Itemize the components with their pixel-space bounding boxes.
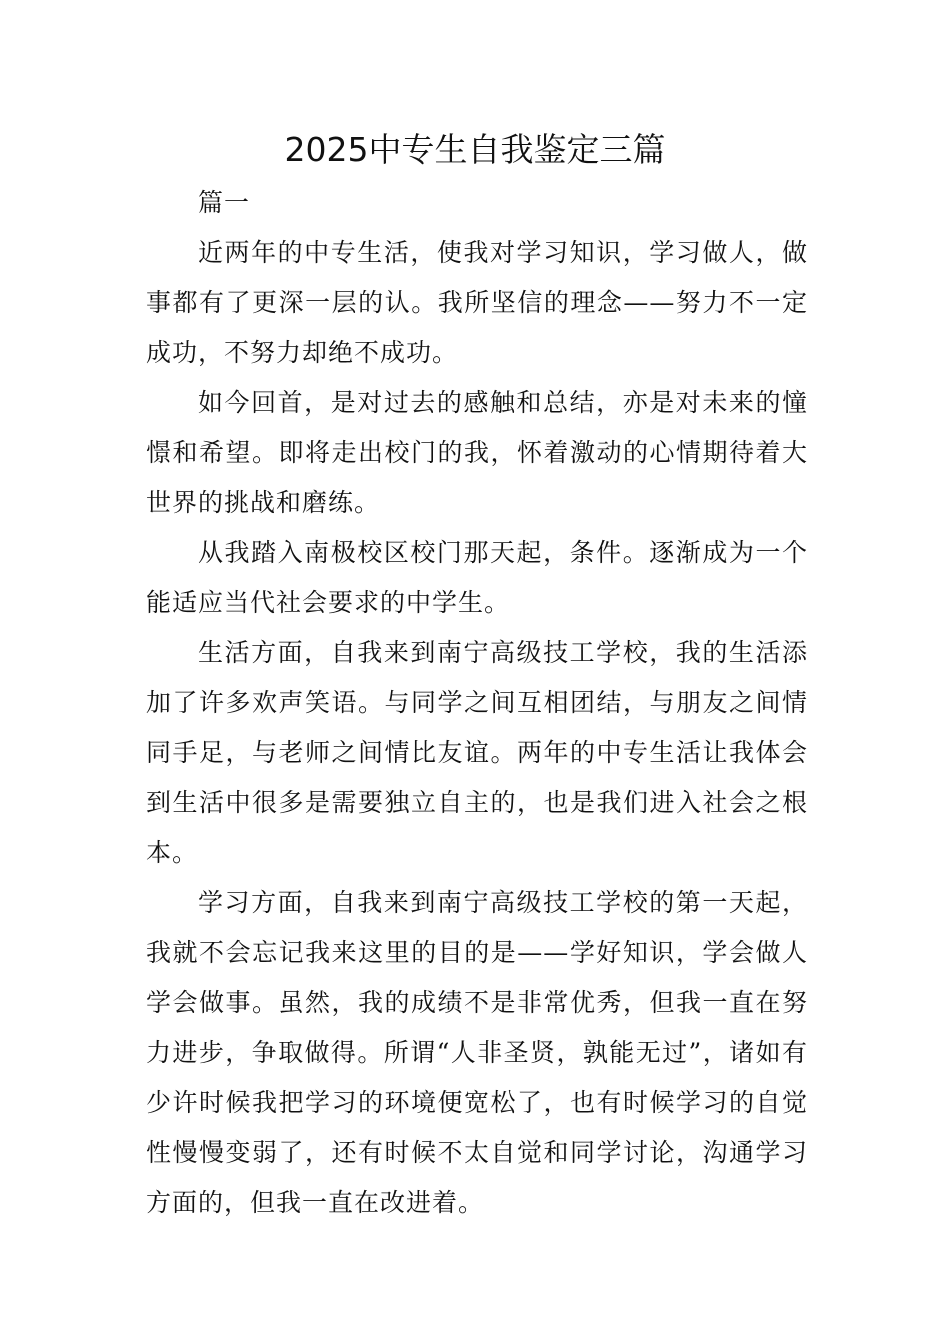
paragraph: 从我踏入南极校区校门那天起，条件。逐渐成为一个能适应当代社会要求的中学生。 (146, 538, 808, 617)
paragraph: 如今回首，是对过去的感触和总结，亦是对未来的憧憬和希望。即将走出校门的我，怀着激动的心情期待着大世界的挑战和磨练。 (146, 388, 808, 517)
document-body (146, 178, 808, 1228)
paragraph: 学习方面，自我来到南宁高级技工学校的第一天起，我就不会忘记我来这里的目的是——学好知识，学会做人学会做事。虽然，我的成绩不是非常优秀，但我一直在努力进步，争取做得。所谓“人非圣贤，孰能无过”，诸如有少许时候我把学习的环境便宽松了，也有时候学习的自觉性慢慢变弱了，还有时候不太自觉和同学讨论，沟通学习方面的，但我一直在改进着。 (146, 888, 808, 1217)
paragraph: 生活方面，自我来到南宁高级技工学校，我的生活添加了许多欢声笑语。与同学之间互相团结，与朋友之间情同手足，与老师之间情比友谊。两年的中专生活让我体会到生活中很多是需要独立自主的，也是我们进入社会之根本。 (146, 638, 808, 867)
section-label: 篇一 (198, 188, 251, 217)
document-title: 2025中专生自我鉴定三篇 (284, 130, 666, 169)
paragraph: 近两年的中专生活，使我对学习知识，学习做人，做事都有了更深一层的认。我所坚信的理念——努力不一定成功，不努力却绝不成功。 (146, 238, 808, 367)
